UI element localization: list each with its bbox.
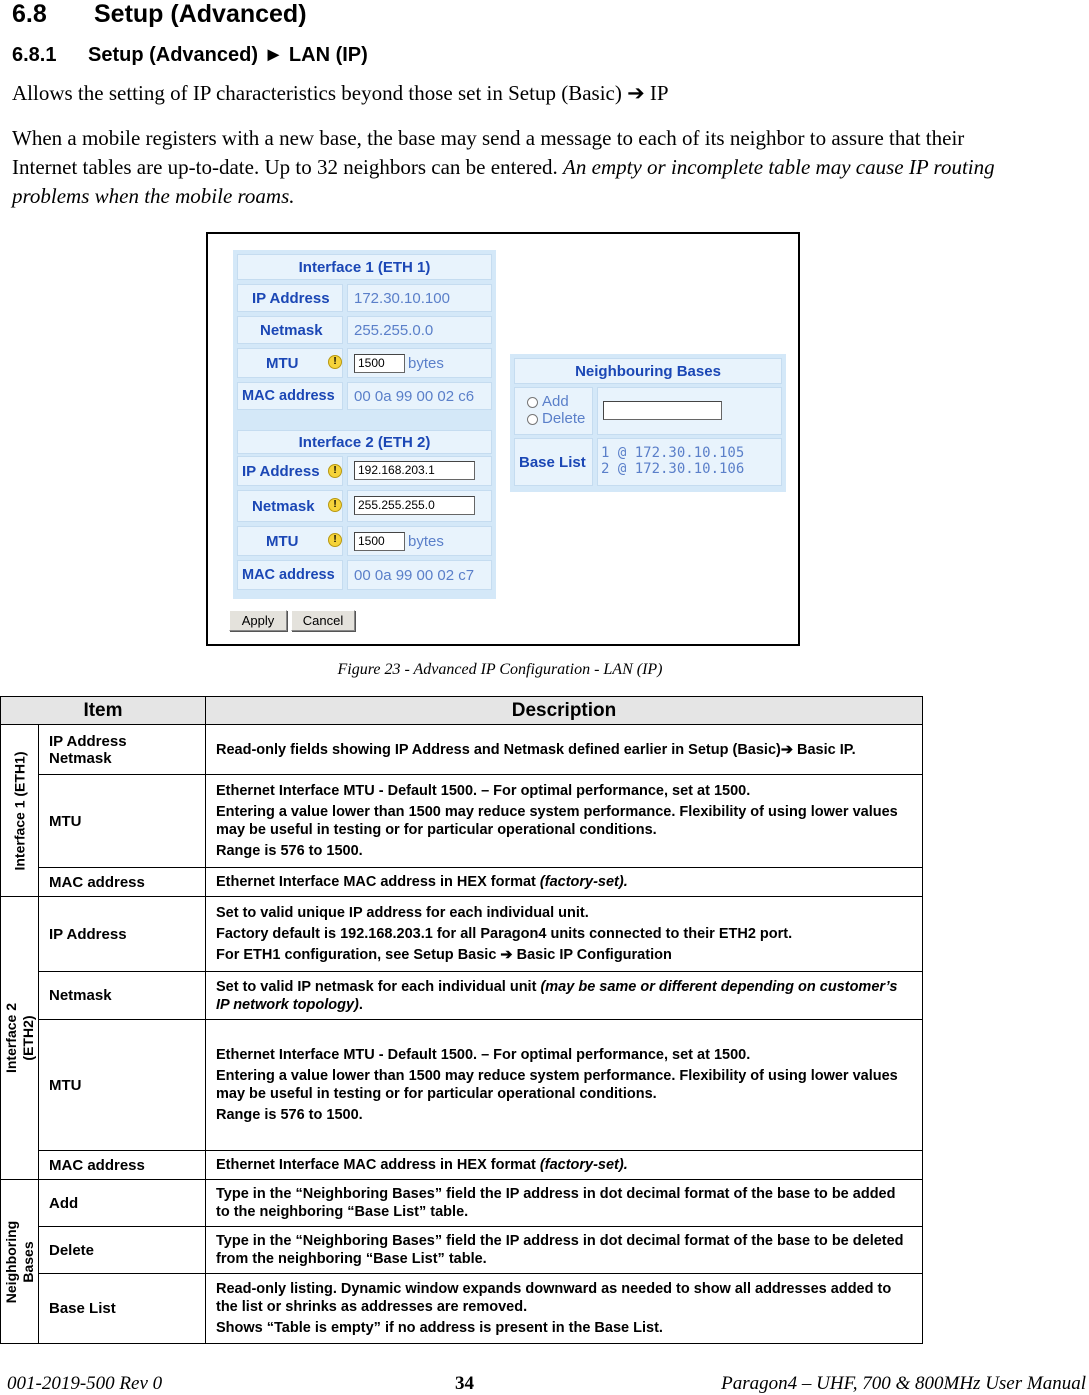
item-ip-address: IP Address <box>49 732 127 750</box>
interface2-title: Interface 2 (ETH 2) <box>237 430 492 454</box>
table-row <box>1 725 923 775</box>
desc-cell <box>206 868 923 897</box>
iface1-ip-value: 172.30.10.100 <box>347 284 492 312</box>
warning-icon: ! <box>328 533 342 547</box>
base-list-entry: 1 @ 172.30.10.105 <box>601 445 745 461</box>
desc-cell <box>206 1020 923 1151</box>
desc-text: Set to valid unique IP address for each individual unit. <box>216 905 589 921</box>
item-base-list: Base List <box>39 1274 206 1344</box>
desc-text: Entering a value lower than 1500 may reduce system performance. Flexibility of using lower values may be useful in testing or for particular operational conditions. <box>216 804 898 838</box>
desc-text: Set to valid IP netmask for each individual unit <box>216 978 541 995</box>
iface2-mtu-label: MTU <box>266 532 299 550</box>
iface2-mac-label: MAC address <box>237 560 343 590</box>
subsection-number: 6.8.1 <box>12 44 57 66</box>
table-row <box>1 868 923 897</box>
figure-caption: Figure 23 - Advanced IP Configuration - LAN (IP) <box>337 661 663 678</box>
item-mac-address: MAC address <box>39 1151 206 1180</box>
desc-cell <box>206 1274 923 1344</box>
subsection-heading <box>12 44 368 67</box>
interface2-panel <box>233 426 496 599</box>
neighbours-title: Neighbouring Bases <box>514 358 782 384</box>
iface2-netmask-label: Netmask <box>252 497 315 515</box>
group-neighboring-bases-label: Neighboring Bases <box>2 1220 36 1303</box>
interface1-panel <box>233 250 496 443</box>
settings-table <box>0 696 923 1344</box>
iface1-mtu-input[interactable]: 1500 <box>354 354 405 373</box>
table-row <box>1 1020 923 1151</box>
table-row <box>1 972 923 1020</box>
iface2-netmask-input[interactable]: 255.255.255.0 <box>354 496 475 515</box>
desc-text: Ethernet Interface MAC address in HEX format <box>216 874 540 890</box>
neighbouring-bases-panel <box>510 354 786 492</box>
group-interface1-label: Interface 1 (ETH1) <box>11 750 27 871</box>
desc-text: Ethernet Interface MAC address in HEX format <box>216 1157 540 1173</box>
desc-text: Type in the “Neighboring Bases” field the IP address in dot decimal format of the base to be deleted from the neighboring “Base List” table. <box>216 1233 904 1267</box>
delete-radio-label: Delete <box>542 410 586 427</box>
base-list-entry: 2 @ 172.30.10.106 <box>601 461 745 477</box>
iface2-ip-label: IP Address <box>242 462 320 480</box>
delete-radio[interactable] <box>527 414 538 425</box>
desc-text: Factory default is 192.168.203.1 for all Paragon4 units connected to their ETH2 port. <box>216 926 793 942</box>
desc-cell <box>206 1151 923 1180</box>
iface1-ip-label: IP Address <box>237 284 343 312</box>
iface1-netmask-value: 255.255.0.0 <box>347 316 492 344</box>
desc-italic: (may be same or different depending on customer’s IP network topology) <box>216 978 898 1013</box>
add-radio-label: Add <box>542 393 569 410</box>
group-interface2 <box>1 897 39 1180</box>
item-mtu: MTU <box>39 1020 206 1151</box>
desc-cell <box>206 725 923 775</box>
delete-radio-row[interactable] <box>527 410 592 427</box>
desc-cell <box>206 1227 923 1274</box>
desc-italic: (factory-set). <box>539 1157 628 1173</box>
item-delete: Delete <box>39 1227 206 1274</box>
warning-icon: ! <box>328 464 342 478</box>
desc-text: Ethernet Interface MTU - Default 1500. – For optimal performance, set at 1500. <box>216 1047 751 1063</box>
paragraph-text: When a mobile registers with a new base, the base may send a message to each of its neighbor to assure that their Internet tables are up-to-date. Up to 32 neighbors can be entered. <box>12 126 965 179</box>
table-row <box>1 1151 923 1180</box>
item-mac-address: MAC address <box>39 868 206 897</box>
desc-text: Read-only listing. Dynamic window expands downward as needed to show all addresses added to the list or shrinks as addresses are removed. <box>216 1281 892 1315</box>
desc-text: Range is 576 to 1500. <box>216 843 363 859</box>
group-neighboring-bases <box>1 1180 39 1344</box>
item-cell <box>39 725 206 775</box>
interface1-title: Interface 1 (ETH 1) <box>237 254 492 280</box>
group-interface2-label: Interface 2 (ETH2) <box>2 1002 36 1074</box>
iface1-mtu-label: MTU <box>266 354 299 372</box>
lan-ip-config-figure <box>206 232 800 646</box>
item-netmask: Netmask <box>39 972 206 1020</box>
desc-text: Entering a value lower than 1500 may reduce system performance. Flexibility of using lower values may be useful in testing or for particular operational conditions. <box>216 1068 898 1102</box>
desc-text: For ETH1 configuration, see Setup Basic ➔ Basic IP Configuration <box>216 947 672 963</box>
add-radio[interactable] <box>527 397 538 408</box>
table-header-row <box>1 697 923 725</box>
desc-cell <box>206 1180 923 1227</box>
desc-text: Range is 576 to 1500. <box>216 1107 363 1123</box>
iface1-mtu-unit: bytes <box>408 355 444 372</box>
iface2-mtu-input[interactable]: 1500 <box>354 532 405 551</box>
iface1-netmask-label: Netmask <box>237 316 343 344</box>
item-netmask: Netmask <box>49 749 112 767</box>
item-ip-address: IP Address <box>39 897 206 972</box>
desc-cell <box>206 972 923 1020</box>
table-row <box>1 1180 923 1227</box>
cancel-button[interactable]: Cancel <box>291 610 355 631</box>
iface2-ip-input[interactable]: 192.168.203.1 <box>354 461 475 480</box>
apply-button[interactable]: Apply <box>229 610 287 631</box>
iface2-mtu-unit: bytes <box>408 533 444 550</box>
footer-doc-number: 001-2019-500 Rev 0 <box>7 1373 163 1394</box>
item-add: Add <box>39 1180 206 1227</box>
base-list <box>597 438 782 486</box>
desc-text: Read-only fields showing IP Address and Netmask defined earlier in Setup (Basic)➔ Basic IP. <box>216 741 856 758</box>
intro-text: Allows the setting of IP characteristics beyond those set in Setup (Basic) ➔ IP <box>12 81 669 105</box>
group-interface1 <box>1 725 39 897</box>
table-row <box>1 897 923 972</box>
desc-text: Type in the “Neighboring Bases” field the IP address in dot decimal format of the base to be added to the neighboring “Base List” table. <box>216 1186 896 1220</box>
desc-cell <box>206 775 923 868</box>
desc-cell <box>206 897 923 972</box>
footer-page-number: 34 <box>455 1373 474 1394</box>
section-number: 6.8 <box>12 0 47 28</box>
header-item: Item <box>1 697 206 725</box>
neighbour-ip-input[interactable] <box>603 401 722 420</box>
section-title: Setup (Advanced) <box>94 0 307 28</box>
footer-manual-title: Paragon4 – UHF, 700 & 800MHz User Manual <box>721 1373 1086 1394</box>
table-row <box>1 1274 923 1344</box>
add-radio-row[interactable] <box>527 393 592 410</box>
table-row <box>1 775 923 868</box>
body-paragraph <box>12 124 1012 211</box>
paragraph-warning: An empty or incomplete table may cause IP routing problems when the mobile roams. <box>12 155 995 208</box>
base-list-label: Base List <box>514 438 593 486</box>
section-heading <box>12 0 307 29</box>
desc-text: Shows “Table is empty” if no address is present in the Base List. <box>216 1320 663 1336</box>
desc-text: . <box>358 996 363 1013</box>
warning-icon: ! <box>328 355 342 369</box>
table-row <box>1 1227 923 1274</box>
iface2-mac-value: 00 0a 99 00 02 c7 <box>347 560 492 590</box>
item-mtu: MTU <box>39 775 206 868</box>
subsection-title: Setup (Advanced) ► LAN (IP) <box>88 44 368 66</box>
header-description: Description <box>206 697 923 725</box>
iface1-mac-value: 00 0a 99 00 02 c6 <box>347 382 492 410</box>
desc-italic: (factory-set). <box>539 874 628 890</box>
warning-icon: ! <box>328 498 342 512</box>
desc-text: Ethernet Interface MTU - Default 1500. – For optimal performance, set at 1500. <box>216 783 751 799</box>
add-delete-options <box>514 387 593 435</box>
iface1-mac-label: MAC address <box>237 382 343 410</box>
